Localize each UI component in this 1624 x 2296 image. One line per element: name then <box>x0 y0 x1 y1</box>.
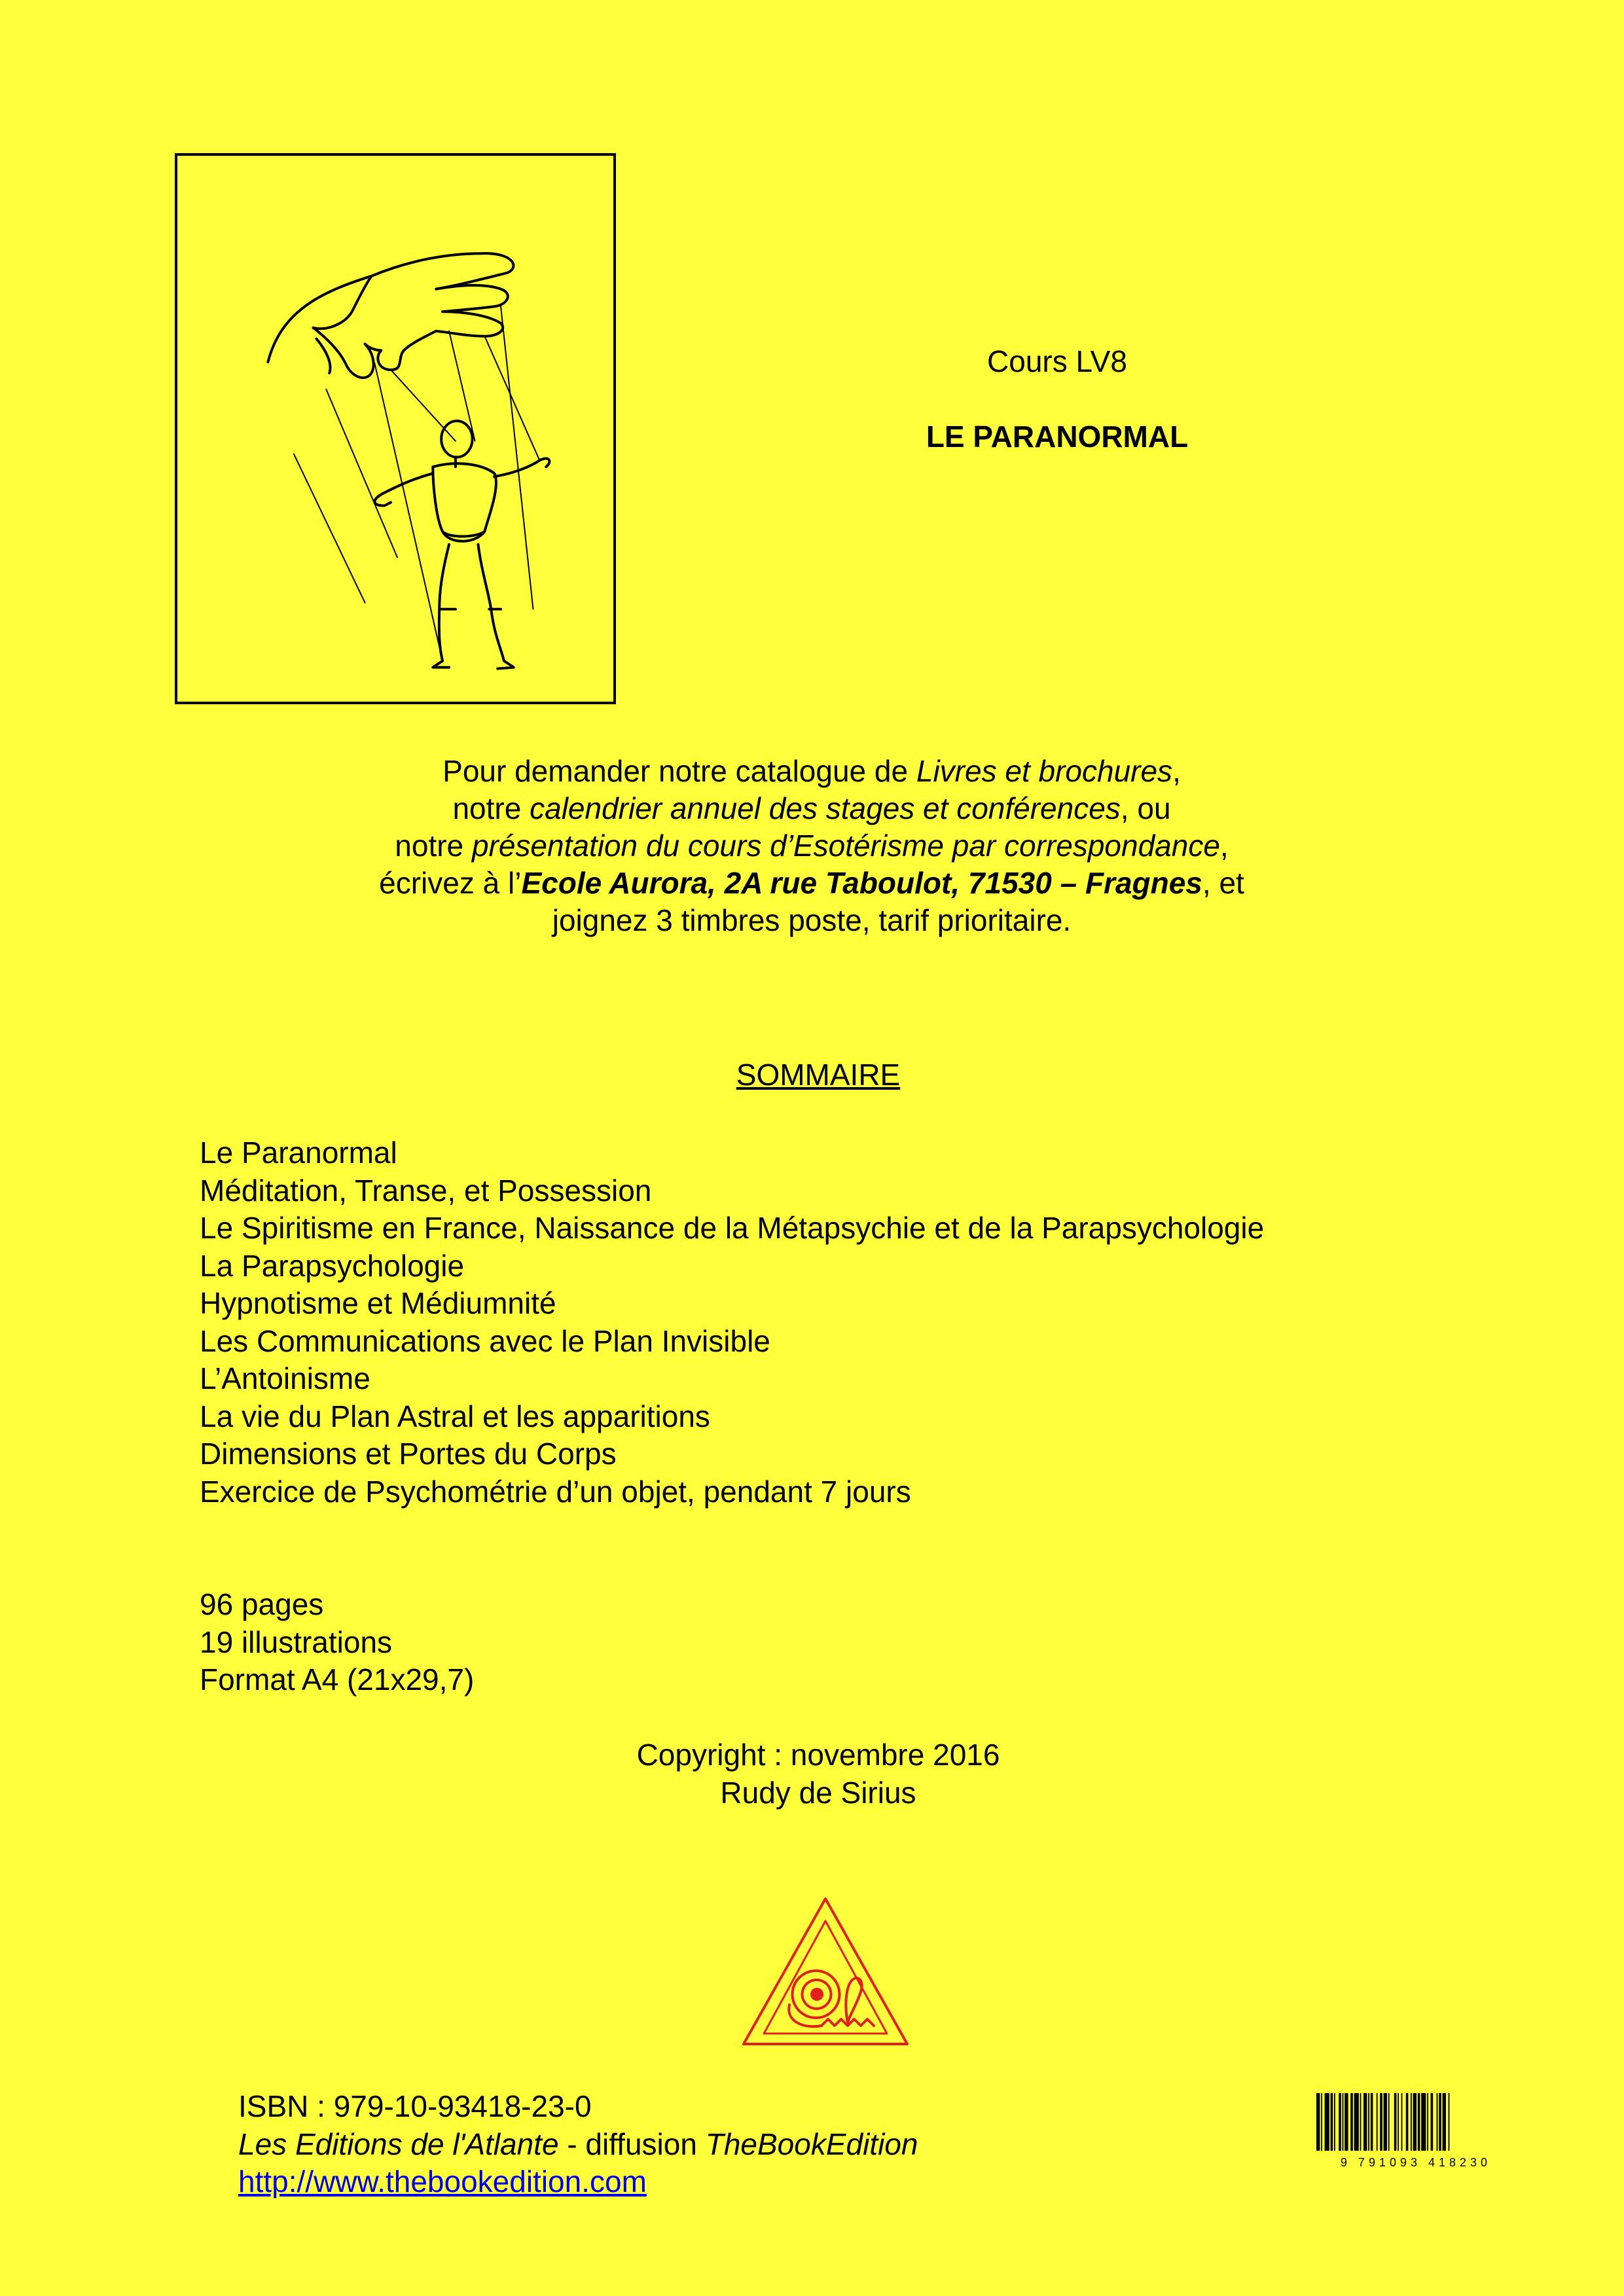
barcode-bar <box>1413 2093 1416 2151</box>
illustration-count: 19 illustrations <box>200 1624 393 1659</box>
book-specs <box>200 1586 474 1699</box>
catalogue-request-text: Pour demander notre catalogue de Livres et brochures, notre calendrier annuel des stages et conférences, ou notre présentation du cours d’Esotérisme par correspondance, écrivez à l’Ecole Aurora, 2A rue Taboulot, 71530 – Fragnes, et joignez 3 timbres poste, tarif prioritaire. <box>379 754 1244 937</box>
barcode-bar <box>1427 2093 1428 2151</box>
barcode-bar <box>1398 2093 1399 2151</box>
barcode-bar <box>1331 2093 1333 2151</box>
distributor-link[interactable]: http://www.thebookedition.com <box>238 2164 647 2198</box>
barcode-bar <box>1411 2093 1412 2151</box>
toc-item: Dimensions et Portes du Corps <box>200 1437 617 1471</box>
toc-item: Le Spiritisme en France, Naissance de la Métapsychie et de la Parapsychologie <box>200 1211 1265 1245</box>
toc-item: La vie du Plan Astral et les apparitions <box>200 1399 710 1433</box>
copyright-date: Copyright : novembre 2016 <box>636 1738 1000 1772</box>
toc-item: Exercice de Psychométrie d’un objet, pendant 7 jours <box>200 1474 911 1509</box>
aurora-triangle-logo <box>740 1895 911 2048</box>
toc-item: Les Communications avec le Plan Invisible <box>200 1323 770 1358</box>
toc-item: Hypnotisme et Médiumnité <box>200 1286 556 1320</box>
isbn-barcode <box>1314 2092 1518 2169</box>
barcode-bar <box>1363 2093 1367 2151</box>
barcode-bar <box>1394 2093 1397 2151</box>
barcode-bar <box>1401 2093 1403 2151</box>
barcode-bar <box>1377 2093 1378 2151</box>
barcode-bar <box>1343 2093 1344 2151</box>
barcode-bar <box>1406 2093 1409 2151</box>
barcode-bar <box>1418 2093 1420 2151</box>
barcode-bar <box>1421 2093 1426 2151</box>
toc-item: Méditation, Transe, et Possession <box>200 1173 652 1208</box>
barcode-bar <box>1371 2093 1373 2151</box>
school-address: Ecole Aurora, 2A rue Taboulot, 71530 – Fragnes <box>521 866 1202 900</box>
book-format: Format A4 (21x29,7) <box>200 1662 475 1696</box>
toc-item: Le Paranormal <box>200 1136 397 1170</box>
barcode-bar <box>1384 2093 1387 2151</box>
isbn: ISBN : 979-10-93418-23-0 <box>238 2089 592 2123</box>
sommaire-heading: SOMMAIRE <box>736 1058 901 1092</box>
puppet-hand-icon <box>177 156 613 702</box>
barcode-bar <box>1350 2093 1353 2151</box>
toc-item: La Parapsychologie <box>200 1248 465 1283</box>
barcode-bar <box>1325 2093 1329 2151</box>
barcode-bar <box>1439 2093 1441 2151</box>
barcode-bar <box>1368 2093 1369 2151</box>
page-count: 96 pages <box>200 1587 324 1621</box>
barcode-bar <box>1388 2093 1390 2151</box>
barcode-icon <box>1314 2092 1518 2169</box>
toc-item: L’Antoinisme <box>200 1361 370 1395</box>
barcode-bar <box>1344 2093 1348 2151</box>
publisher-line: Les Editions de l'Atlante - diffusion TheBookEdition <box>238 2126 918 2161</box>
barcode-bar <box>1380 2093 1382 2151</box>
barcode-bar <box>1321 2093 1322 2151</box>
publication-footer <box>238 2088 918 2201</box>
barcode-bar <box>1316 2093 1320 2151</box>
distributor-name: TheBookEdition <box>705 2126 918 2161</box>
publisher-name: Les Editions de l'Atlante <box>238 2126 559 2161</box>
barcode-bar <box>1449 2093 1450 2151</box>
author-name: Rudy de Sirius <box>720 1775 916 1810</box>
spiral-triangle-icon <box>740 1895 911 2048</box>
barcode-bar <box>1431 2093 1434 2151</box>
marionette-illustration <box>175 153 616 704</box>
table-of-contents <box>200 1134 1509 1511</box>
barcode-bar <box>1360 2093 1362 2151</box>
course-title: LE PARANORMAL <box>926 420 1189 454</box>
course-code: Cours LV8 <box>987 344 1127 378</box>
copyright-block <box>556 1736 1080 1812</box>
barcode-bar <box>1437 2093 1438 2151</box>
barcode-bar <box>1354 2093 1359 2151</box>
barcode-bar <box>1443 2093 1446 2151</box>
barcode-digits: 9 791093 418230 <box>1340 2156 1492 2169</box>
barcode-bar <box>1334 2093 1335 2151</box>
barcode-bar <box>1339 2093 1341 2151</box>
